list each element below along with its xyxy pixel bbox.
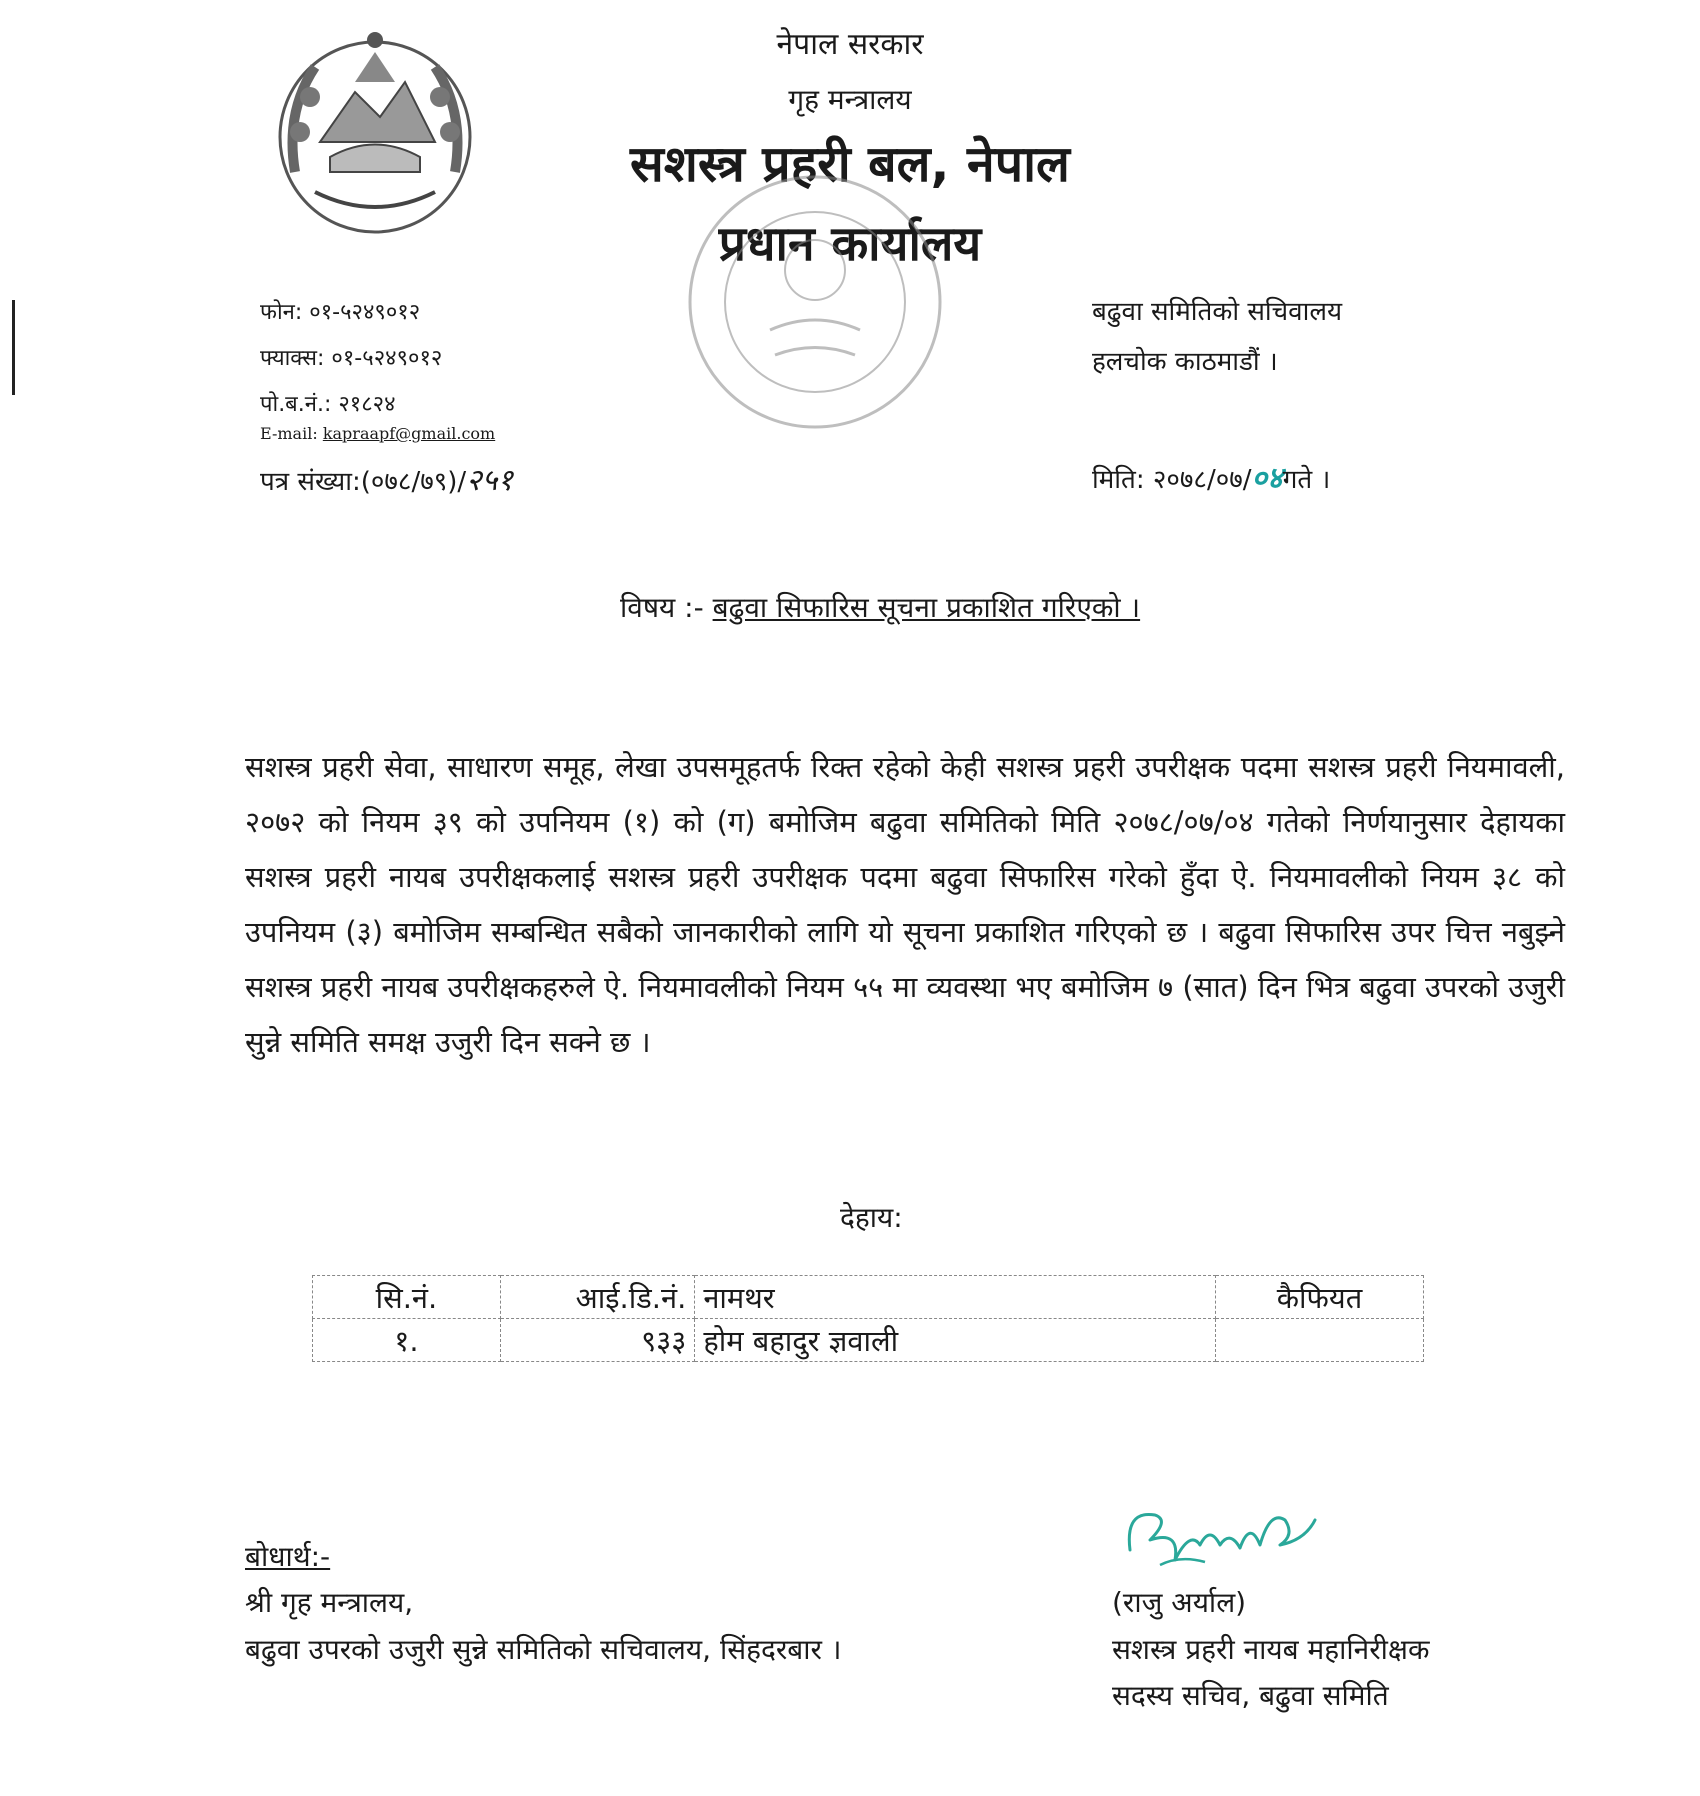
phone-number: फोन: ०१-५२४९०१२ <box>260 300 421 325</box>
cell-serial-number: १. <box>313 1319 501 1362</box>
body-paragraph: सशस्त्र प्रहरी सेवा, साधारण समूह, लेखा उपसमूहतर्फ रिक्त रहेको केही सशस्त्र प्रहरी उपरीक्षक पदमा सशस्त्र प्रहरी नियमावली, २०७२ को नियम ३९ को उपनियम (१) को (ग) बमोजिम बढुवा समितिको मिति २०७८/०७/०४ गतेको निर्णयानुसार देहायका सशस्त्र प्रहरी नायब उपरीक्षकलाई सशस्त्र प्रहरी उपरीक्षक पदमा बढुवा सिफारिस गरेको हुँदा ऐ. नियमावलीको नियम ३८ को उपनियम (३) बमोजिम सम्बन्धित सबैको जानकारीको लागि यो सूचना प्रकाशित गरिएको छ । बढुवा सिफारिस उपर चित्त नबुझ्ने सशस्त्र प्रहरी नायब उपरीक्षकहरुले ऐ. नियमावलीको नियम ५५ मा व्यवस्था भए बमोजिम ७ (सात) दिन भित्र बढुवा उपरको उजुरी सुन्ने समिति समक्ष उजुरी दिन सक्ने छ । <box>245 750 1565 1059</box>
secretariat-name: बढुवा समितिको सचिवालय <box>1092 297 1343 327</box>
header-remarks: कैफियत <box>1215 1276 1423 1319</box>
cell-remarks <box>1215 1319 1423 1362</box>
nepal-emblem-icon <box>255 22 495 242</box>
table-row <box>313 1319 1424 1362</box>
email-address: kapraapf@gmail.com <box>322 424 496 443</box>
government-name: नेपाल सरकार <box>776 27 924 62</box>
official-stamp-icon <box>680 160 950 445</box>
letter-date <box>1092 456 1330 497</box>
email-label: E-mail: <box>260 424 318 443</box>
subject-line <box>620 588 1140 626</box>
letter-number-label: पत्र संख्या:(०७८/७९)/ <box>260 467 467 497</box>
letter-number <box>260 458 513 499</box>
table-header-row <box>313 1276 1424 1319</box>
po-box: पो.ब.नं.: २१८२४ <box>260 392 396 417</box>
letter-number-handwritten: २५१ <box>466 463 513 498</box>
email-line <box>260 424 495 443</box>
cc-title <box>245 1537 330 1575</box>
signatory-designation: सशस्त्र प्रहरी नायब महानिरीक्षक <box>1112 1633 1430 1666</box>
cc-title-text: बोधार्थ:- <box>245 1540 331 1573</box>
subject-label: विषय :- <box>620 591 704 624</box>
header-serial-number: सि.नं. <box>313 1276 501 1319</box>
scan-edge-line <box>12 300 15 395</box>
signatory-name: (राजु अर्याल) <box>1112 1586 1247 1619</box>
date-prefix: मिति: २०७८/०७/ <box>1092 465 1252 495</box>
ministry-name: गृह मन्त्रालय <box>788 83 912 116</box>
cc-recipient-2: बढुवा उपरको उजुरी सुन्ने समितिको सचिवालय, सिंहदरबार । <box>245 1633 842 1666</box>
header-id-number: आई.डि.नं. <box>500 1276 694 1319</box>
organization-title: सशस्त्र प्रहरी बल, नेपाल <box>630 135 1070 193</box>
promotion-table <box>312 1275 1424 1362</box>
secretariat-location: हलचोक काठमाडौं । <box>1092 347 1278 377</box>
fax-number: फ्याक्स: ०१-५२४९०१२ <box>260 346 443 371</box>
office-title: प्रधान कार्यालय <box>718 216 982 272</box>
handwritten-signature <box>1120 1490 1330 1580</box>
header-name: नामथर <box>695 1276 1216 1319</box>
cell-id-number: ९३३ <box>500 1319 694 1362</box>
subject-text: बढुवा सिफारिस सूचना प्रकाशित गरिएको । <box>712 591 1141 624</box>
date-handwritten: ०४ <box>1251 461 1283 496</box>
list-heading: देहाय: <box>840 1201 903 1234</box>
cc-recipient-1: श्री गृह मन्त्रालय, <box>245 1586 414 1619</box>
date-suffix: गते । <box>1282 465 1331 495</box>
signatory-committee-role: सदस्य सचिव, बढुवा समिति <box>1112 1679 1389 1712</box>
cell-name: होम बहादुर ज्ञवाली <box>695 1319 1216 1362</box>
